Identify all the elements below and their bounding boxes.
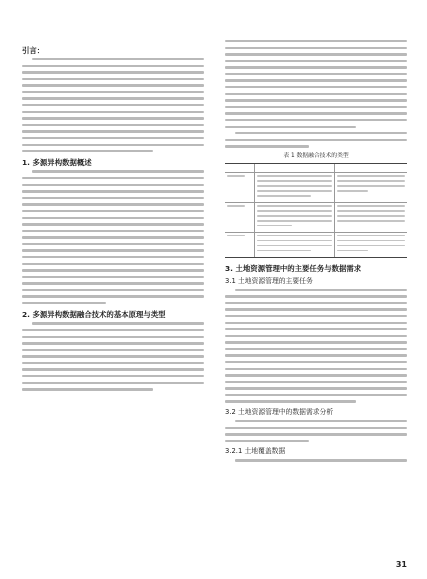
- section-3-1-paragraph: [225, 289, 407, 403]
- section-3-2-1-paragraph: [225, 459, 407, 461]
- section-3-2-heading: 3.2 土地资源管理中的数据需求分析: [225, 408, 334, 417]
- intro-heading: 引言：: [22, 46, 45, 55]
- table-caption: 表 1 数据融合技术的类型: [283, 152, 349, 159]
- right-top-paragraph: [225, 40, 407, 128]
- section-2-paragraph: [22, 322, 204, 390]
- right-column: [225, 40, 407, 466]
- section-3-2-paragraph: [225, 420, 407, 442]
- left-column: [22, 40, 204, 395]
- section-3-1-heading: 3.1 土地资源管理的主要任务: [225, 276, 313, 285]
- table-row: [225, 173, 407, 203]
- table-header-row: [225, 164, 407, 173]
- fusion-types-table: [225, 163, 407, 258]
- section-3-heading: 3. 土地资源管理中的主要任务与数据需求: [225, 263, 362, 273]
- journal-page: [22, 40, 407, 545]
- section-3-2-1-heading: 3.2.1 土地覆盖数据: [225, 447, 286, 456]
- section-1-heading: 1. 多源异构数据概述: [22, 158, 92, 168]
- table-row: [225, 233, 407, 257]
- section-1-paragraph: [22, 170, 204, 304]
- right-pre-table-paragraph: [225, 132, 407, 148]
- intro-paragraph: [22, 58, 204, 152]
- page-number: 31: [395, 560, 407, 569]
- section-2-heading: 2. 多源异构数据融合技术的基本原理与类型: [22, 310, 166, 320]
- table-row: [225, 203, 407, 233]
